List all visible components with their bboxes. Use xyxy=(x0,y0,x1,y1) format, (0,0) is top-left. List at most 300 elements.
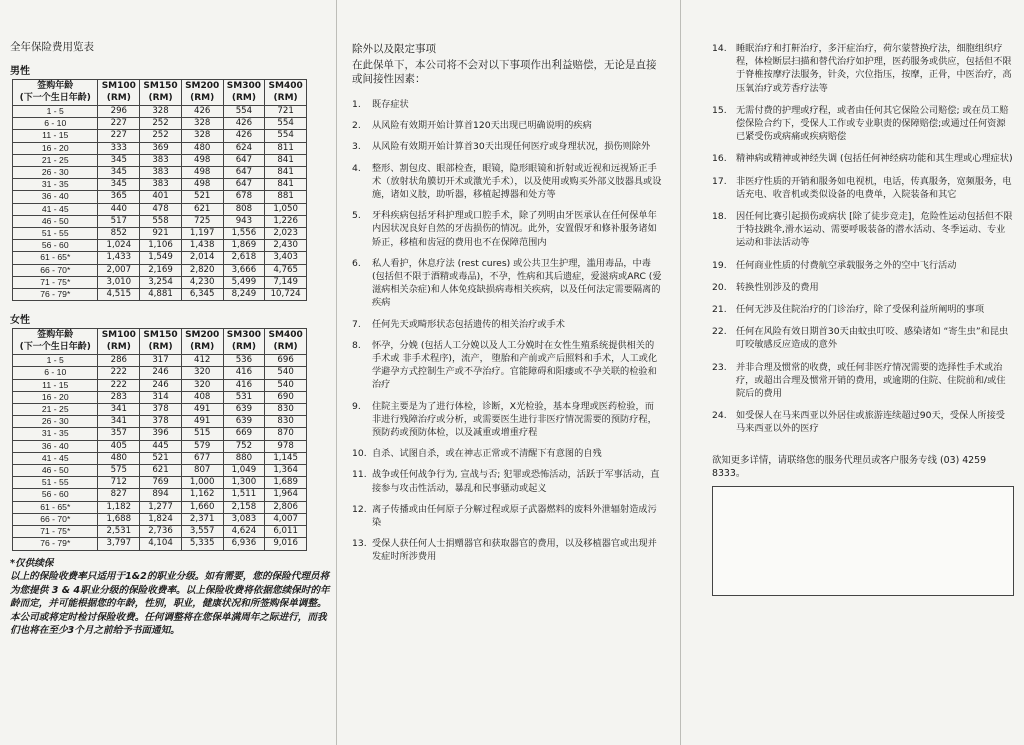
premium-table-panel xyxy=(0,0,338,745)
table-row xyxy=(13,489,307,501)
premium-cell: 1,024 xyxy=(98,240,140,252)
sum-assured-column-header: SM300 (RM) xyxy=(223,80,265,106)
premium-cell: 2,820 xyxy=(181,264,223,276)
table-row xyxy=(13,404,307,416)
item-text: 怀孕，分娩 (包括人工分娩以及人工分娩时在女性生殖系统提供相关的手术或 非手术程序)，流产， 堕胎和产前或产后照料和手术，人工或化学避孕方式控制生产或不孕治疗。官能障碍和阳痿或不孕关联的检验和治疗 xyxy=(372,339,658,391)
premium-cell: 378 xyxy=(140,404,182,416)
premium-cell: 669 xyxy=(223,428,265,440)
list-item xyxy=(352,140,662,153)
list-item xyxy=(712,104,1014,144)
premium-cell: 2,023 xyxy=(265,228,307,240)
age-band-cell: 26 - 30 xyxy=(13,416,98,428)
premium-cell: 1,300 xyxy=(223,477,265,489)
list-item xyxy=(352,537,662,563)
age-band-cell: 46 - 50 xyxy=(13,465,98,477)
age-band-cell: 31 - 35 xyxy=(13,428,98,440)
item-number: 19. xyxy=(712,259,727,271)
premium-note-text: 以上的保险收费率只适用于1&2的职业分级。如有需要，您的保险代理员将为您提供 3 & 4职业分级的保险收费率。以上保险收费将依据您续保时的年龄而定，并可能根据您的年龄，性别，职业，健康状况和所签购保单调整。本公司或将定时检讨保险收费。任何调整将在您保单满周年之际进行，而我们也将在至少3个月之前给予书面通知。 xyxy=(10,571,330,636)
table-header-row xyxy=(13,329,307,355)
item-text: 牙科疾病包括牙科护理或口腔手术，除了列明由牙医承认在任何保单年内因状况良好自然的牙齿损伤的情况。此外，安置假牙和修补服务诸如矫正，移植和齿冠的费用也不在保障范围内 xyxy=(372,210,657,248)
premium-cell: 531 xyxy=(223,391,265,403)
premium-cell: 1,277 xyxy=(140,501,182,513)
premium-cell: 811 xyxy=(265,142,307,154)
premium-cell: 1,964 xyxy=(265,489,307,501)
premium-cell: 408 xyxy=(181,391,223,403)
premium-cell: 4,624 xyxy=(223,526,265,538)
premium-cell: 558 xyxy=(140,215,182,227)
item-number: 16. xyxy=(712,153,727,165)
sum-assured-column-header: SM150 (RM) xyxy=(140,80,182,106)
item-text: 整形、割包皮、眼部检查，眼镜，隐形眼镜和折射或近视和远视矫正手术（放射状角膜切开术或激光手术），以及使用或购买外部义肢器具或设施，诸如义肢，助听器，移植起搏器和处方等 xyxy=(372,162,662,201)
premium-cell: 647 xyxy=(223,154,265,166)
premium-cell: 3,083 xyxy=(223,513,265,525)
age-band-cell: 11 - 15 xyxy=(13,130,98,142)
list-item xyxy=(712,303,1014,316)
table-row xyxy=(13,191,307,203)
premium-cell: 396 xyxy=(140,428,182,440)
item-text: 战争或任何战争行为, 宣战与否; 犯罪或恐怖活动，活跃于军事活动，直接参与攻击性活动，暴乱和民事骚动或起义 xyxy=(372,469,660,494)
premium-cell: 2,430 xyxy=(265,240,307,252)
table-header-row xyxy=(13,80,307,106)
premium-cell: 246 xyxy=(140,379,182,391)
item-text: 任何在风险有效日期首30天由蚊虫叮咬、感染诸如 “寄生虫”和昆虫叮咬敏感反应造成的意外 xyxy=(736,326,1009,351)
premium-cell: 870 xyxy=(265,428,307,440)
age-band-cell: 66 - 70* xyxy=(13,513,98,525)
table-row xyxy=(13,142,307,154)
sum-assured-column-header: SM400 (RM) xyxy=(265,80,307,106)
premium-cell: 1,197 xyxy=(181,228,223,240)
table-row xyxy=(13,465,307,477)
age-band-cell: 51 - 55 xyxy=(13,228,98,240)
premium-cell: 491 xyxy=(181,416,223,428)
table-row xyxy=(13,240,307,252)
item-text: 受保人获任何人士捐赠器官和获取器官的费用，以及移植器官或出现并发症时所涉费用 xyxy=(372,538,657,563)
premium-cell: 647 xyxy=(223,179,265,191)
age-band-cell: 1 - 5 xyxy=(13,106,98,118)
premium-cell: 320 xyxy=(181,379,223,391)
age-band-cell: 56 - 60 xyxy=(13,489,98,501)
table-row xyxy=(13,264,307,276)
item-text: 从风险有效期开始计算首120天出现已明确说明的疾病 xyxy=(372,120,592,132)
table-row xyxy=(13,179,307,191)
premium-cell: 328 xyxy=(181,118,223,130)
item-text: 任何先天或畸形状态包括遗传的相关治疗或手术 xyxy=(372,318,565,330)
premium-cell: 478 xyxy=(140,203,182,215)
list-item xyxy=(352,468,662,494)
item-number: 18. xyxy=(712,211,727,223)
premium-cell: 1,511 xyxy=(223,489,265,501)
premium-cell: 4,515 xyxy=(98,289,140,301)
fold-line-right xyxy=(680,0,681,745)
premium-cell: 498 xyxy=(181,179,223,191)
item-text: 精神病或精神或神经失调 (包括任何神经病功能和其生理或心理症状) xyxy=(736,153,1013,165)
age-band-cell: 61 - 65* xyxy=(13,252,98,264)
premium-cell: 678 xyxy=(223,191,265,203)
premium-cell: 921 xyxy=(140,228,182,240)
premium-cell: 383 xyxy=(140,179,182,191)
premium-cell: 1,869 xyxy=(223,240,265,252)
item-number: 12. xyxy=(352,503,367,515)
age-band-cell: 41 - 45 xyxy=(13,452,98,464)
table-row xyxy=(13,526,307,538)
table-row xyxy=(13,106,307,118)
item-text: 无需付费的护理或疗程，或者由任何其它保险公司赔偿; 或在员工赔偿保险合约下，受保人工作或专业职责的保障赔偿;或通过任何资源已紧受伤或病痛或疾病赔偿 xyxy=(736,104,1009,143)
premium-cell: 540 xyxy=(265,367,307,379)
item-number: 1. xyxy=(352,99,361,110)
premium-cell: 412 xyxy=(181,355,223,367)
list-item xyxy=(352,447,662,460)
premium-cell: 515 xyxy=(181,428,223,440)
premium-cell: 1,660 xyxy=(181,501,223,513)
male-rates-table xyxy=(12,79,307,301)
premium-cell: 314 xyxy=(140,391,182,403)
premium-cell: 1,364 xyxy=(265,465,307,477)
age-band-cell: 21 - 25 xyxy=(13,404,98,416)
list-item xyxy=(712,42,1014,95)
table-row xyxy=(13,391,307,403)
premium-cell: 445 xyxy=(140,440,182,452)
age-column-header: 签购年龄 (下一个生日年龄) xyxy=(13,80,98,106)
item-number: 13. xyxy=(352,538,367,550)
premium-cell: 283 xyxy=(98,391,140,403)
table-row xyxy=(13,167,307,179)
age-band-cell: 36 - 40 xyxy=(13,440,98,452)
premium-cell: 246 xyxy=(140,367,182,379)
female-section-label: 女性 xyxy=(10,315,30,327)
age-band-cell: 51 - 55 xyxy=(13,477,98,489)
age-band-cell: 61 - 65* xyxy=(13,501,98,513)
table-row xyxy=(13,428,307,440)
age-band-cell: 1 - 5 xyxy=(13,355,98,367)
item-number: 10. xyxy=(352,448,367,460)
list-item xyxy=(352,400,662,440)
list-item xyxy=(352,98,662,111)
table-row xyxy=(13,452,307,464)
premium-cell: 341 xyxy=(98,416,140,428)
premium-cell: 405 xyxy=(98,440,140,452)
table-row xyxy=(13,538,307,550)
item-text: 自杀、试图自杀，或在神志正常或不清醒下有意图的自残 xyxy=(372,448,602,460)
list-item xyxy=(712,259,1014,272)
item-number: 15. xyxy=(712,104,727,116)
premium-cell: 8,249 xyxy=(223,289,265,301)
item-text: 转换性别涉及的费用 xyxy=(736,281,819,293)
premium-cell: 328 xyxy=(140,106,182,118)
age-band-cell: 16 - 20 xyxy=(13,391,98,403)
table-row xyxy=(13,228,307,240)
premium-cell: 830 xyxy=(265,416,307,428)
premium-cell: 752 xyxy=(223,440,265,452)
premium-cell: 1,182 xyxy=(98,501,140,513)
premium-cell: 540 xyxy=(265,379,307,391)
premium-cell: 317 xyxy=(140,355,182,367)
item-number: 9. xyxy=(352,400,361,412)
age-band-cell: 11 - 15 xyxy=(13,379,98,391)
item-text: 既存症状 xyxy=(372,99,409,110)
premium-cell: 440 xyxy=(98,203,140,215)
premium-cell: 7,149 xyxy=(265,276,307,288)
item-number: 7. xyxy=(352,318,361,330)
premium-cell: 1,438 xyxy=(181,240,223,252)
premium-cell: 426 xyxy=(223,118,265,130)
item-number: 22. xyxy=(712,326,727,338)
premium-cell: 677 xyxy=(181,452,223,464)
premium-cell: 227 xyxy=(98,130,140,142)
list-item xyxy=(352,119,662,132)
item-text: 住院主要是为了进行体检，诊断，X光检验，基本身理或医药检验，而非进行残障治疗或分析，或需要医生进行非医疗情况需要的预防疗程，预防药或预防体检，以及减重或增重疗程 xyxy=(372,400,657,439)
male-section-label: 男性 xyxy=(10,66,30,77)
premium-cell: 1,556 xyxy=(223,228,265,240)
age-band-cell: 26 - 30 xyxy=(13,167,98,179)
premium-cell: 5,499 xyxy=(223,276,265,288)
premium-cell: 296 xyxy=(98,106,140,118)
table-row xyxy=(13,130,307,142)
exclusions-panel xyxy=(340,0,670,745)
premium-cell: 1,000 xyxy=(181,477,223,489)
age-band-cell: 21 - 25 xyxy=(13,154,98,166)
premium-cell: 1,106 xyxy=(140,240,182,252)
premium-cell: 416 xyxy=(223,367,265,379)
age-band-cell: 46 - 50 xyxy=(13,215,98,227)
premium-cell: 4,104 xyxy=(140,538,182,550)
premium-cell: 2,531 xyxy=(98,526,140,538)
premium-cell: 830 xyxy=(265,404,307,416)
premium-cell: 491 xyxy=(181,404,223,416)
table-row xyxy=(13,355,307,367)
table-row xyxy=(13,215,307,227)
premium-cell: 2,736 xyxy=(140,526,182,538)
list-item xyxy=(352,318,662,331)
premium-cell: 880 xyxy=(223,452,265,464)
premium-cell: 480 xyxy=(98,452,140,464)
agent-stamp-box xyxy=(712,486,1014,596)
premium-cell: 1,162 xyxy=(181,489,223,501)
contact-info: 欲知更多详情，请联络您的服务代理员或客户服务专线 (03) 4259 8333。 xyxy=(712,454,987,479)
premium-cell: 2,014 xyxy=(181,252,223,264)
premium-cell: 696 xyxy=(265,355,307,367)
premium-cell: 345 xyxy=(98,154,140,166)
premium-cell: 639 xyxy=(223,404,265,416)
premium-cell: 621 xyxy=(181,203,223,215)
item-text: 任何商业性质的付费航空承载服务之外的空中飞行活动 xyxy=(736,259,957,271)
premium-cell: 647 xyxy=(223,167,265,179)
age-band-cell: 76 - 79* xyxy=(13,538,98,550)
list-item xyxy=(352,162,662,202)
premium-cell: 881 xyxy=(265,191,307,203)
premium-cell: 639 xyxy=(223,416,265,428)
list-item xyxy=(712,281,1014,294)
premium-cell: 328 xyxy=(181,130,223,142)
premium-cell: 320 xyxy=(181,367,223,379)
age-band-cell: 71 - 75* xyxy=(13,526,98,538)
premium-cell: 2,158 xyxy=(223,501,265,513)
exclusions-list-continued xyxy=(712,42,1014,436)
premium-cell: 521 xyxy=(140,452,182,464)
premium-cell: 554 xyxy=(223,106,265,118)
table-row xyxy=(13,379,307,391)
premium-cell: 808 xyxy=(223,203,265,215)
premium-cell: 841 xyxy=(265,154,307,166)
item-text: 睡眠治疗和打鼾治疗，多汗症治疗，荷尔蒙替换疗法，细胞组织疗程，体检断层扫描和替代治疗如护理，医药服务或供应，包括但不限于脊椎按摩疗法服务，针灸，穴位指压，按摩，正骨，中医治疗，高压氧治疗或芳香疗法等 xyxy=(736,43,1012,94)
premium-cell: 807 xyxy=(181,465,223,477)
item-text: 私人看护，休息疗法 (rest cures) 或公共卫生护理，滥用毒品，中毒(包括但不限于酒精或毒品)，不孕，性病和其后遗症，爱滋病或ARC (爱滋病相关杂症)和人体免疫缺损病毒相关疾病，以及任何法定需要隔离的疾病 xyxy=(372,257,662,309)
age-column-header: 签购年龄 (下一个生日年龄) xyxy=(13,329,98,355)
premium-cell: 1,688 xyxy=(98,513,140,525)
premium-cell: 345 xyxy=(98,167,140,179)
premium-cell: 222 xyxy=(98,367,140,379)
premium-cell: 5,335 xyxy=(181,538,223,550)
premium-cell: 621 xyxy=(140,465,182,477)
premium-cell: 943 xyxy=(223,215,265,227)
premium-cell: 480 xyxy=(181,142,223,154)
age-band-cell: 71 - 75* xyxy=(13,276,98,288)
premium-cell: 517 xyxy=(98,215,140,227)
list-item xyxy=(712,175,1014,201)
premium-cell: 4,765 xyxy=(265,264,307,276)
premium-cell: 1,226 xyxy=(265,215,307,227)
premium-cell: 1,433 xyxy=(98,252,140,264)
sum-assured-column-header: SM150 (RM) xyxy=(140,329,182,355)
item-text: 从风险有效期开始计算首30天出现任何医疗或身理状况，损伤则除外 xyxy=(372,141,651,153)
list-item xyxy=(712,325,1014,351)
sum-assured-column-header: SM100 (RM) xyxy=(98,80,140,106)
premium-cell: 286 xyxy=(98,355,140,367)
premium-cell: 4,881 xyxy=(140,289,182,301)
item-number: 8. xyxy=(352,339,361,351)
premium-cell: 6,936 xyxy=(223,538,265,550)
premium-cell: 357 xyxy=(98,428,140,440)
premium-cell: 841 xyxy=(265,167,307,179)
premium-cell: 575 xyxy=(98,465,140,477)
exclusions-list xyxy=(352,98,662,564)
premium-cell: 252 xyxy=(140,118,182,130)
premium-cell: 333 xyxy=(98,142,140,154)
premium-cell: 3,254 xyxy=(140,276,182,288)
age-band-cell: 31 - 35 xyxy=(13,179,98,191)
premium-cell: 3,557 xyxy=(181,526,223,538)
premium-cell: 1,050 xyxy=(265,203,307,215)
premium-cell: 3,010 xyxy=(98,276,140,288)
premium-cell: 2,007 xyxy=(98,264,140,276)
premium-cell: 383 xyxy=(140,154,182,166)
premium-cell: 1,549 xyxy=(140,252,182,264)
table-row xyxy=(13,440,307,452)
premium-cell: 426 xyxy=(181,106,223,118)
premium-cell: 1,049 xyxy=(223,465,265,477)
table-row xyxy=(13,416,307,428)
item-number: 11. xyxy=(352,469,367,481)
premium-cell: 345 xyxy=(98,179,140,191)
list-item xyxy=(352,503,662,529)
premium-cell: 6,011 xyxy=(265,526,307,538)
exclusions-title: 除外以及限定事项 xyxy=(352,43,436,55)
premium-cell: 721 xyxy=(265,106,307,118)
table-row xyxy=(13,154,307,166)
premium-cell: 4,007 xyxy=(265,513,307,525)
list-item xyxy=(712,152,1014,165)
premium-cell: 9,016 xyxy=(265,538,307,550)
premium-cell: 1,824 xyxy=(140,513,182,525)
item-number: 2. xyxy=(352,120,361,132)
item-number: 24. xyxy=(712,410,727,422)
premium-cell: 1,689 xyxy=(265,477,307,489)
premium-cell: 10,724 xyxy=(265,289,307,301)
premium-cell: 3,666 xyxy=(223,264,265,276)
premium-cell: 690 xyxy=(265,391,307,403)
age-band-cell: 66 - 70* xyxy=(13,264,98,276)
item-number: 3. xyxy=(352,141,361,153)
premium-cell: 852 xyxy=(98,228,140,240)
premium-cell: 383 xyxy=(140,167,182,179)
sum-assured-column-header: SM400 (RM) xyxy=(265,329,307,355)
premium-footnote xyxy=(10,557,330,638)
sum-assured-column-header: SM200 (RM) xyxy=(181,329,223,355)
premium-cell: 227 xyxy=(98,118,140,130)
premium-cell: 978 xyxy=(265,440,307,452)
list-item xyxy=(712,361,1014,401)
premium-cell: 3,403 xyxy=(265,252,307,264)
table-row xyxy=(13,276,307,288)
table-row xyxy=(13,252,307,264)
premium-cell: 222 xyxy=(98,379,140,391)
sum-assured-column-header: SM100 (RM) xyxy=(98,329,140,355)
premium-cell: 554 xyxy=(265,130,307,142)
premium-cell: 498 xyxy=(181,154,223,166)
table-row xyxy=(13,289,307,301)
female-rates-table xyxy=(12,328,307,550)
premium-cell: 725 xyxy=(181,215,223,227)
list-item xyxy=(352,257,662,310)
item-number: 5. xyxy=(352,210,361,222)
item-number: 6. xyxy=(352,257,361,269)
premium-cell: 341 xyxy=(98,404,140,416)
item-text: 离子传播或由任何原子分解过程或原子武器燃料的废料外泄辐射造成污染 xyxy=(372,503,657,529)
renewal-only-note: *仅供续保 xyxy=(10,557,54,569)
table-row xyxy=(13,477,307,489)
sum-assured-column-header: SM200 (RM) xyxy=(181,80,223,106)
item-text: 如受保人在马来西亚以外居住或旅游连续超过90天，受保人所接受马来西亚以外的医疗 xyxy=(736,410,1005,435)
table-row xyxy=(13,203,307,215)
premium-cell: 554 xyxy=(265,118,307,130)
premium-cell: 712 xyxy=(98,477,140,489)
item-number: 21. xyxy=(712,304,727,316)
item-number: 20. xyxy=(712,281,727,293)
item-number: 14. xyxy=(712,43,727,54)
exclusions-intro: 在此保单下，本公司将不会对以下事项作出利益赔偿，无论是直接或间接性因素： xyxy=(352,59,657,85)
premium-cell: 624 xyxy=(223,142,265,154)
premium-cell: 2,806 xyxy=(265,501,307,513)
table-row xyxy=(13,118,307,130)
list-item xyxy=(712,409,1014,435)
list-item xyxy=(712,210,1014,250)
premium-table-title: 全年保险费用览表 xyxy=(10,41,94,53)
premium-cell: 841 xyxy=(265,179,307,191)
premium-cell: 498 xyxy=(181,167,223,179)
age-band-cell: 56 - 60 xyxy=(13,240,98,252)
premium-cell: 426 xyxy=(223,130,265,142)
premium-cell: 369 xyxy=(140,142,182,154)
age-band-cell: 6 - 10 xyxy=(13,367,98,379)
premium-cell: 2,371 xyxy=(181,513,223,525)
age-band-cell: 41 - 45 xyxy=(13,203,98,215)
item-text: 非医疗性质的开销和服务如电视机，电话，传真服务，宽频服务，电话充电、收音机或类似设备的电费单，入院装备和其它 xyxy=(736,175,1012,200)
premium-cell: 2,169 xyxy=(140,264,182,276)
premium-cell: 2,618 xyxy=(223,252,265,264)
exclusions-continued-panel xyxy=(684,0,1024,745)
age-band-cell: 36 - 40 xyxy=(13,191,98,203)
list-item xyxy=(352,339,662,392)
age-band-cell: 6 - 10 xyxy=(13,118,98,130)
